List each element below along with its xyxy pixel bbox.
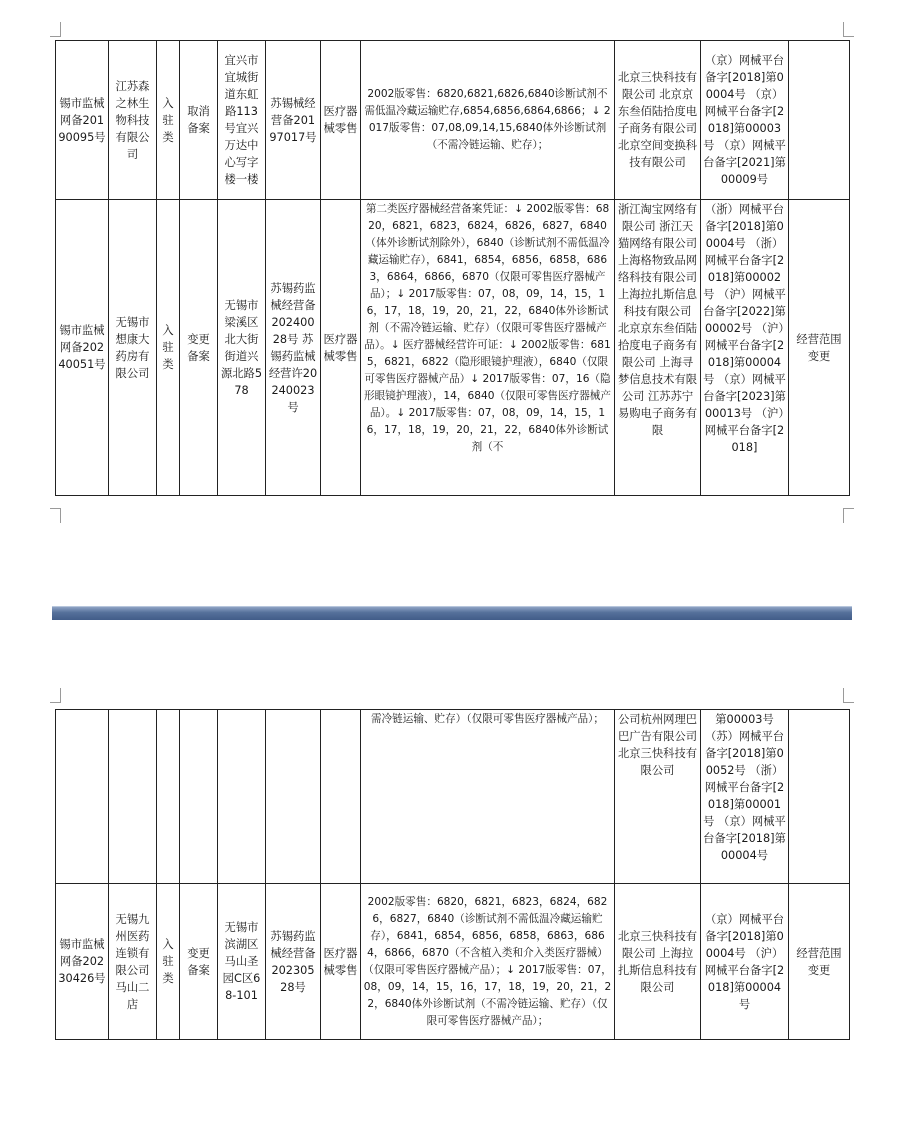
business-type-cell: 医疗器械零售 [321, 200, 361, 496]
business-scope-cell: 需冷链运输、贮存）（仅限可零售医疗器械产品）； [361, 710, 615, 884]
company-cell [109, 710, 157, 884]
page-corner-mark [50, 508, 61, 523]
registry-table [55, 709, 850, 1040]
business-scope-cell: 第二类医疗器械经营备案凭证：↓ 2002版零售：6820，6821，6823，6824，6826，6827，6840（体外诊断试剂除外），6840（诊断试剂不需低温冷藏运输贮存），6841，6854，6856，6858，6863，6864，6866，6870（仅限可零售医疗器械产品）；↓ 2017版零售：07，08，09，14，15，16，17，18，19，20，21，22，6840体外诊断试剂（不需冷链运输、贮存）（仅限可零售医疗器械产品）。↓ 医疗器械经营许可证：↓ 2002版零售：6815，6821，6822（隐形眼镜护理液），6840（仅限可零售医疗器械产品）↓ 2017版零售：07，16（隐形眼镜护理液），14，6840（仅限可零售医疗器械产品）。↓ 2017版零售：07，08，09，14，15，16，17，18，19，20，21，22，6840体外诊断试剂（不 [361, 200, 615, 496]
table-row [56, 710, 850, 884]
license-cell: 苏锡药监械经营备20240028号 苏锡药监械经营许20240023号 [266, 200, 321, 496]
address-cell: 无锡市梁溪区北大街街道兴源北路578 [218, 200, 266, 496]
page-separator [52, 606, 852, 621]
table-row [56, 200, 850, 496]
address-cell: 宜兴市宜城街道东虹路113号宜兴万达中心写字楼一楼 [218, 41, 266, 200]
record-number-cell: 锡市监械网备20240051号 [56, 200, 109, 496]
change-type-cell [180, 710, 218, 884]
address-cell: 无锡市滨湖区马山圣园C区68-101 [218, 884, 266, 1040]
remark-cell: 经营范围变更 [789, 884, 850, 1040]
business-scope-cell: 2002版零售：6820，6821，6823，6824，6826，6827，6840（诊断试剂不需低温冷藏运输贮存），6841，6854，6856，6858，6863，6864，6866，6870（不含植入类和介入类医疗器械）（仅限可零售医疗器械产品）；↓ 2017版零售：07，08，09，14，15，16，17，18，19，20，21，22，6840体外诊断试剂（不需冷链运输、贮存）（仅限可零售医疗器械产品）； [361, 884, 615, 1040]
category-cell: 入驻类 [157, 200, 180, 496]
category-cell [157, 710, 180, 884]
page-corner-mark [50, 22, 61, 37]
change-type-cell: 取消备案 [180, 41, 218, 200]
registry-table [55, 40, 850, 496]
page-corner-mark [843, 22, 854, 37]
address-cell [218, 710, 266, 884]
platform-filing-cell: （京）网械平台备字[2018]第00004号 （沪）网械平台备字[2018]第00004号 [701, 884, 789, 1040]
platform-cell: 浙江淘宝网络有限公司 浙江天猫网络有限公司 上海格物致品网络科技有限公司 上海拉扎斯信息科技有限公司 北京京东叁佰陆拾度电子商务有限公司 上海寻梦信息技术有限公司 江苏苏宁易购电子商务有限 [615, 200, 701, 496]
remark-cell [789, 710, 850, 884]
business-type-cell [321, 710, 361, 884]
platform-filing-cell: 第00003号 （苏）网械平台备字[2018]第00052号 （浙）网械平台备字[2018]第00001号 （京）网械平台备字[2018]第00004号 [701, 710, 789, 884]
company-cell: 无锡九州医药连锁有限公司马山二店 [109, 884, 157, 1040]
record-number-cell: 锡市监械网备20230426号 [56, 884, 109, 1040]
platform-cell: 北京三快科技有限公司 上海拉扎斯信息科技有限公司 [615, 884, 701, 1040]
business-scope-cell: 2002版零售：6820,6821,6826,6840诊断试剂不需低温冷藏运输贮存,6854,6856,6864,6866；↓ 2017版零售：07,08,09,14,15,6840体外诊断试剂（不需冷链运输、贮存）； [361, 41, 615, 200]
record-number-cell [56, 710, 109, 884]
license-cell: 苏锡械经营备20197017号 [266, 41, 321, 200]
business-type-cell: 医疗器械零售 [321, 41, 361, 200]
company-cell: 江苏森之林生物科技有限公司 [109, 41, 157, 200]
change-type-cell: 变更备案 [180, 884, 218, 1040]
table-row [56, 884, 850, 1040]
record-number-cell: 锡市监械网备20190095号 [56, 41, 109, 200]
page-2 [0, 620, 915, 1132]
platform-cell: 公司杭州网理巴巴广告有限公司 北京三快科技有限公司 [615, 710, 701, 884]
business-type-cell: 医疗器械零售 [321, 884, 361, 1040]
platform-cell: 北京三快科技有限公司 北京京东叁佰陆拾度电子商务有限公司 北京空间变换科技有限公司 [615, 41, 701, 200]
category-cell: 入驻类 [157, 41, 180, 200]
platform-filing-cell: （浙）网械平台备字[2018]第00004号 （浙）网械平台备字[2018]第00002号 （沪）网械平台备字[2022]第00002号 （沪）网械平台备字[2018]第00004号 （京）网械平台备字[2023]第00013号 （沪）网械平台备字[2018] [701, 200, 789, 496]
remark-cell [789, 41, 850, 200]
page-corner-mark [843, 688, 854, 703]
license-cell: 苏锡药监械经营备20230528号 [266, 884, 321, 1040]
platform-filing-cell: （京）网械平台备字[2018]第00004号 （京）网械平台备字[2018]第00003号 （京）网械平台备字[2021]第00009号 [701, 41, 789, 200]
remark-cell: 经营范围变更 [789, 200, 850, 496]
page-corner-mark [50, 688, 61, 703]
change-type-cell: 变更备案 [180, 200, 218, 496]
page-corner-mark [843, 508, 854, 523]
category-cell: 入驻类 [157, 884, 180, 1040]
table-row [56, 41, 850, 200]
company-cell: 无锡市想康大药房有限公司 [109, 200, 157, 496]
license-cell [266, 710, 321, 884]
